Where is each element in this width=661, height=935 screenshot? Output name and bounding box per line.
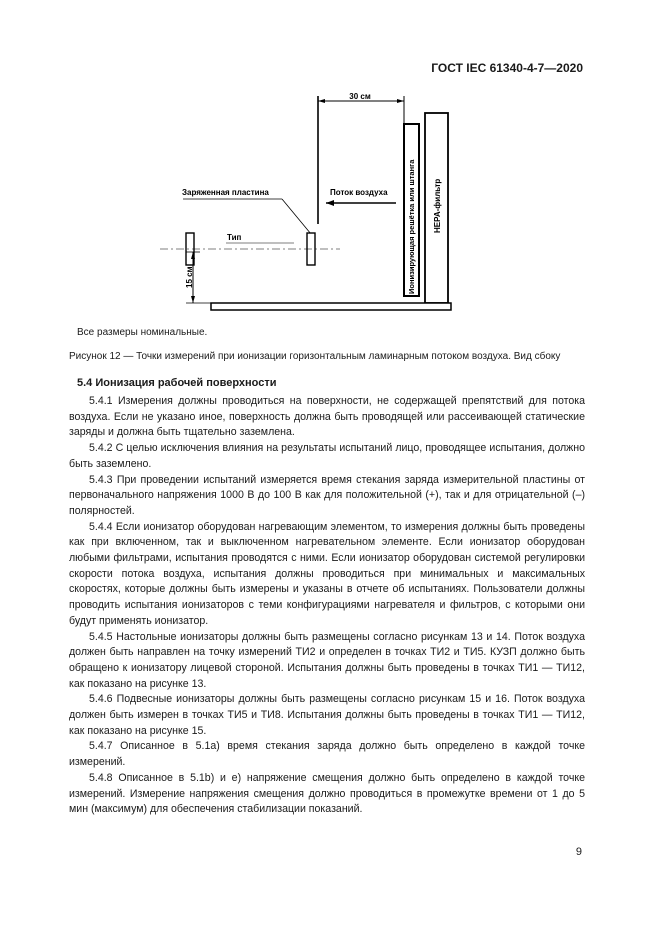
- figure-note: Все размеры номинальные.: [77, 327, 208, 338]
- paragraph-5-4-7: 5.4.7 Описанное в 5.1а) время стекания заряда должно быть определено в каждой точке измерений.: [69, 740, 585, 769]
- paragraph-5-4-3: 5.4.3 При проведении испытаний измеряется время стекания заряда измерительной пластины от первоначального напряжения 1000 В до 100 В как для положительной (+), так и для отрицательной (–) полярностей.: [69, 473, 585, 517]
- figure-12-diagram: [0, 0, 661, 330]
- paragraph-5-4-6: 5.4.6 Подвесные ионизаторы должны быть размещены согласно рисункам 15 и 16. Поток воздуха должен быть измерен в точках ТИ5 и ТИ8. Испытания должны быть проведены в точках ТИ1 — ТИ12, как показано на рисунке 15.: [69, 693, 585, 737]
- section-title: 5.4 Ионизация рабочей поверхности: [77, 377, 277, 389]
- paragraph-5-4-1: 5.4.1 Измерения должны проводиться на поверхности, не содержащей препятствий для потока воздуха. Если не указано иное, поверхность должна быть проводящей или рассеивающей статические заряды и должна быть тщательно заземлена.: [69, 395, 585, 439]
- airflow-label: Поток воздуха: [330, 188, 388, 197]
- paragraph-5-4-8: 5.4.8 Описанное в 5.1b) и е) напряжение смещения должно быть определено в каждой точке измерений. Измерение напряжения смещения должно проводиться в промежутке времени от 1 до 5 мин (максимум) для обеспечения стабилизации показаний.: [69, 771, 585, 816]
- paragraph-5-4-5: 5.4.5 Настольные ионизаторы должны быть размещены согласно рисункам 13 и 14. Поток воздуха должен быть направлен на точку измерений ТИ2 и определен в точках ТИ2 и ТИ5. КУЗП должно быть обращено к ионизатору лицевой стороной. Испытания должны быть проведены в точках ТИ1 — ТИ12, как показано на рисунке 13.: [69, 630, 585, 690]
- work-surface: [211, 303, 451, 310]
- charged-plate-label: Заряженная пластина: [182, 188, 269, 197]
- charged-plate-leader: [282, 199, 311, 234]
- dimension-15cm-label: 15 см: [185, 266, 194, 288]
- hepa-filter-label: HEPA-фильтр: [433, 178, 442, 233]
- document-header: ГОСТ IEC 61340-4-7—2020: [431, 61, 583, 75]
- dimension-30cm-label: 30 см: [349, 92, 371, 101]
- ionizing-grid-label: Ионизирующая решётка или штанга: [407, 159, 416, 294]
- paragraph-5-4-4: 5.4.4 Если ионизатор оборудован нагревающим элементом, то измерения должны быть проведены как при включенном, так и выключенном нагревательном элементе. Если ионизатор оборудован любыми фильтрами, испытания проводятся с ними. Если ионизатор оборудован системой регулировки скорости потока воздуха, испытания должны проводиться при минимальных и максимальных скоростях, которые должны быть измерены и указаны в отчете об испытаниях. Пользователи должны проводить испытания ионизаторов с теми конфигурациями нагревателя и фильтров, с которыми они будут применять ионизатор.: [69, 520, 585, 627]
- paragraph-5-4-2: 5.4.2 С целью исключения влияния на результаты испытаний лицо, проводящее испытания, должно быть заземлено.: [69, 442, 585, 470]
- page-number: 9: [575, 846, 582, 858]
- body-text: [69, 394, 585, 818]
- typ-label: Тип: [227, 233, 242, 242]
- figure-caption: Рисунок 12 — Точки измерений при ионизации горизонтальным ламинарным потоком воздуха. Вид сбоку: [69, 351, 561, 362]
